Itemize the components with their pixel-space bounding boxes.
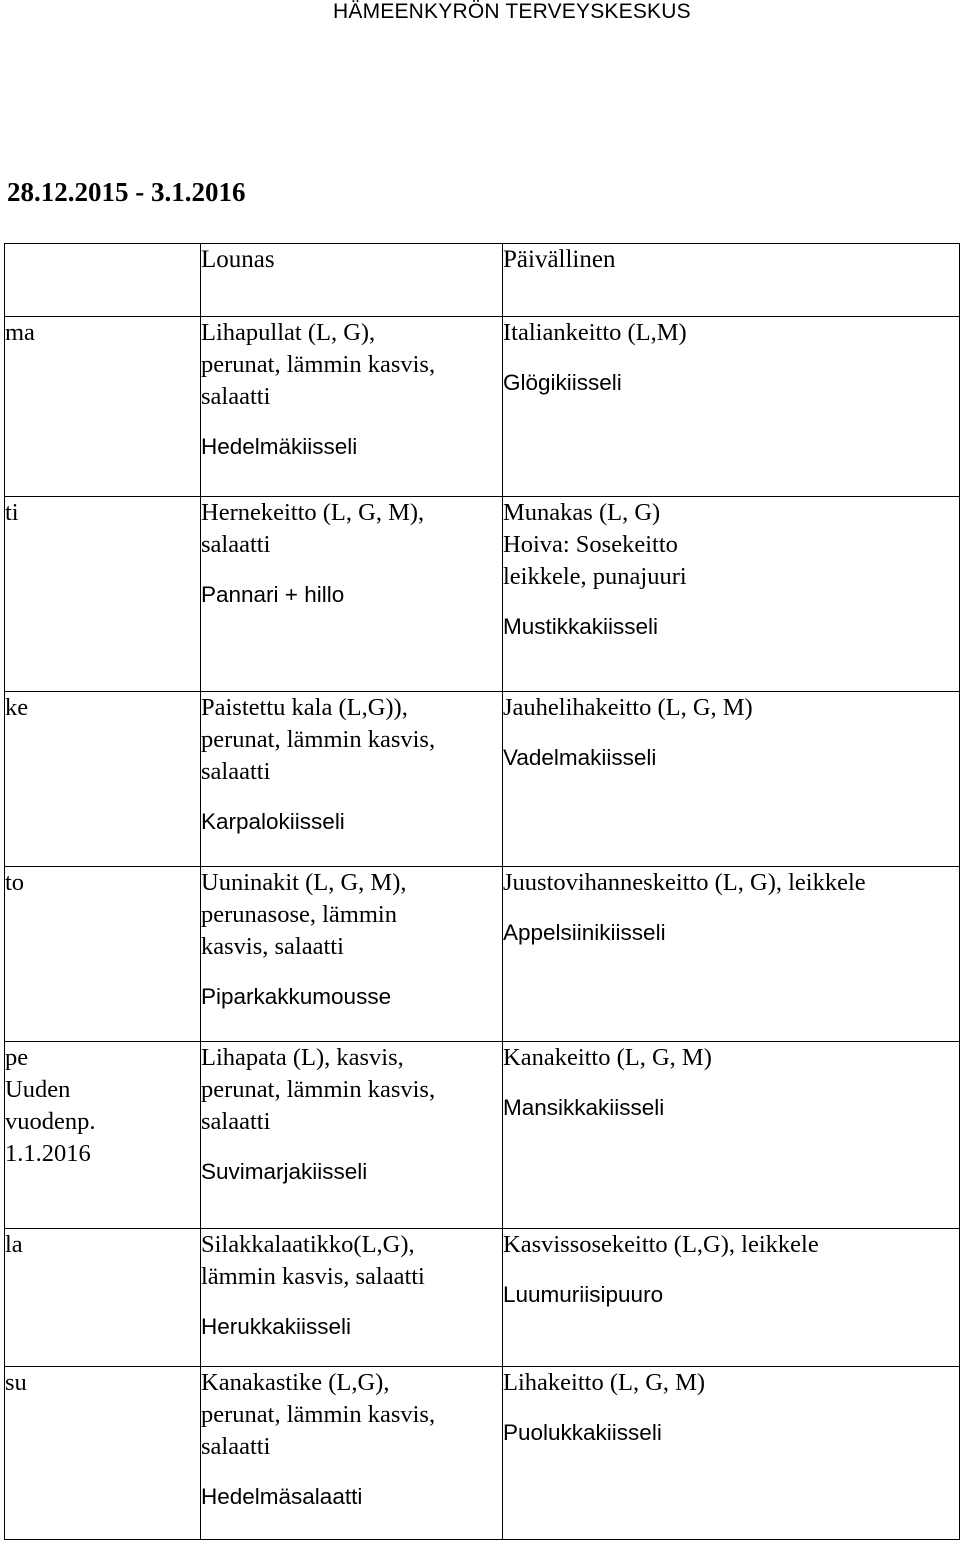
menu-table [4, 243, 960, 1540]
dinner-line: Jauhelihakeitto (L, G, M) [503, 694, 753, 721]
lunch-line: Lihapata (L), kasvis, [201, 1044, 404, 1071]
dinner-dessert: Vadelmakiisseli [503, 745, 657, 770]
header-row [5, 244, 960, 317]
menu-row [5, 692, 960, 867]
dinner-dessert: Appelsiinikiisseli [503, 920, 666, 945]
lunch-line: kasvis, salaatti [201, 933, 344, 960]
day-label: Uuden [5, 1076, 71, 1103]
lunch-line: Uuninakit (L, G, M), [201, 869, 407, 896]
day-label: to [5, 869, 25, 896]
day-cell [5, 497, 201, 692]
menu-row [5, 317, 960, 497]
day-label: su [5, 1369, 27, 1396]
dinner-cell [503, 317, 960, 497]
day-label: ke [5, 694, 29, 721]
lunch-line: salaatti [201, 758, 271, 785]
dinner-line: Lihakeitto (L, G, M) [503, 1369, 706, 1396]
lunch-line: Lihapullat (L, G), [201, 319, 376, 346]
lunch-line: salaatti [201, 1108, 271, 1135]
day-cell [5, 867, 201, 1042]
lunch-dessert: Pannari + hillo [201, 582, 345, 607]
dinner-line: Hoiva: Sosekeitto [503, 531, 678, 558]
dinner-line: Juustovihanneskeitto (L, G), leikkele [503, 869, 866, 896]
lunch-cell [201, 497, 503, 692]
menu-row [5, 1042, 960, 1229]
dinner-cell [503, 1042, 960, 1229]
lunch-cell [201, 1367, 503, 1540]
lunch-dessert: Hedelmäsalaatti [201, 1484, 363, 1509]
dinner-dessert: Mansikkakiisseli [503, 1095, 665, 1120]
day-cell [5, 317, 201, 497]
day-label: la [5, 1231, 23, 1258]
lunch-dessert: Herukkakiisseli [201, 1314, 352, 1339]
lunch-line: lämmin kasvis, salaatti [201, 1263, 425, 1290]
menu-row [5, 867, 960, 1042]
page-header: HÄMEENKYRÖN TERVEYSKESKUS [333, 0, 691, 23]
day-label: ma [5, 319, 35, 346]
day-cell [5, 692, 201, 867]
lunch-line: salaatti [201, 1433, 271, 1460]
day-label: ti [5, 499, 19, 526]
day-cell [5, 1042, 201, 1229]
menu-row [5, 1229, 960, 1367]
lunch-line: perunasose, lämmin [201, 901, 397, 928]
dinner-cell [503, 867, 960, 1042]
menu-row [5, 1367, 960, 1540]
lunch-cell [201, 867, 503, 1042]
day-cell [5, 1367, 201, 1540]
lunch-line: Paistettu kala (L,G)), [201, 694, 408, 721]
day-label: vuodenp. [5, 1108, 96, 1135]
lunch-cell [201, 1229, 503, 1367]
dinner-line: Kanakeitto (L, G, M) [503, 1044, 712, 1071]
dinner-line: leikkele, punajuuri [503, 563, 687, 590]
dinner-dessert: Luumuriisipuuro [503, 1282, 664, 1307]
day-label: pe [5, 1044, 29, 1071]
dinner-cell [503, 1229, 960, 1367]
lunch-line: perunat, lämmin kasvis, [201, 726, 436, 753]
dinner-dessert: Mustikkakiisseli [503, 614, 659, 639]
dinner-line: Kasvissosekeitto (L,G), leikkele [503, 1231, 819, 1258]
lunch-line: Hernekeitto (L, G, M), [201, 499, 425, 526]
lunch-line: perunat, lämmin kasvis, [201, 351, 436, 378]
lunch-line: Kanakastike (L,G), [201, 1369, 390, 1396]
dinner-dessert: Glögikiisseli [503, 370, 622, 395]
lunch-dessert: Hedelmäkiisseli [201, 434, 358, 459]
dinner-line: Italiankeitto (L,M) [503, 319, 687, 346]
dinner-dessert: Puolukkakiisseli [503, 1420, 662, 1445]
lunch-cell [201, 692, 503, 867]
menu-row [5, 497, 960, 692]
dinner-line: Munakas (L, G) [503, 499, 661, 526]
dinner-cell [503, 692, 960, 867]
lunch-line: salaatti [201, 383, 271, 410]
corner-cell [5, 244, 201, 317]
lunch-header: Lounas [201, 244, 503, 317]
dinner-cell [503, 497, 960, 692]
lunch-dessert: Piparkakkumousse [201, 984, 392, 1009]
menu-period: 28.12.2015 - 3.1.2016 [7, 177, 246, 207]
lunch-dessert: Karpalokiisseli [201, 809, 345, 834]
day-label: 1.1.2016 [5, 1140, 91, 1167]
day-cell [5, 1229, 201, 1367]
dinner-cell [503, 1367, 960, 1540]
lunch-line: perunat, lämmin kasvis, [201, 1076, 436, 1103]
dinner-header: Päivällinen [503, 244, 960, 317]
lunch-line: Silakkalaatikko(L,G), [201, 1231, 415, 1258]
lunch-cell [201, 317, 503, 497]
lunch-cell [201, 1042, 503, 1229]
lunch-line: perunat, lämmin kasvis, [201, 1401, 436, 1428]
lunch-dessert: Suvimarjakiisseli [201, 1159, 368, 1184]
lunch-line: salaatti [201, 531, 271, 558]
